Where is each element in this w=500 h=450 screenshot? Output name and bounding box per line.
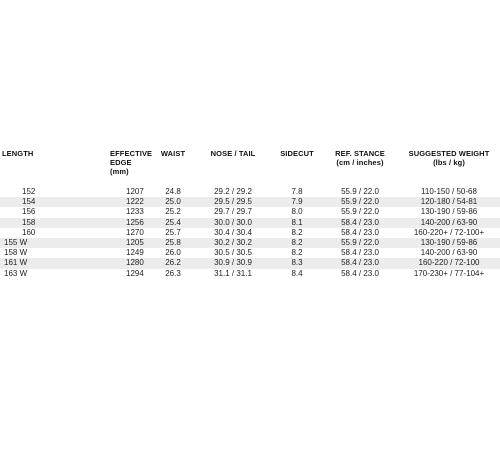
cell-suggested-weight: 130-190 / 59-86 xyxy=(420,207,478,217)
cell-waist: 26.0 xyxy=(165,248,181,258)
table-row xyxy=(0,269,500,279)
cell-sidecut: 8.4 xyxy=(291,268,303,278)
cell-nose-tail: 30.0 / 30.0 xyxy=(194,218,272,228)
cell-sidecut: 7.9 xyxy=(272,197,322,207)
cell-length: 158 xyxy=(0,218,40,228)
cell-ref-stance: 55.9 / 22.0 xyxy=(341,187,379,196)
cell-effective-edge: 1270 xyxy=(126,227,144,237)
cell-suggested-weight: 160-220+ / 72-100+ xyxy=(413,227,485,237)
cell-waist: 25.4 xyxy=(152,218,194,228)
cell-ref-stance: 58.4 / 23.0 xyxy=(341,227,379,237)
cell-waist: 24.8 xyxy=(165,187,181,196)
header-row xyxy=(0,149,500,187)
cell-sidecut: 7.8 xyxy=(291,187,303,196)
cell-length: 155 W xyxy=(0,238,40,248)
cell-length: 158 W xyxy=(4,248,28,258)
cell-length: 154 xyxy=(0,197,40,207)
cell-nose-tail: 29.5 / 29.5 xyxy=(194,197,272,207)
cell-ref-stance: 58.4 / 23.0 xyxy=(322,218,398,228)
header-effective-edge: EFFECTIVE EDGE (mm) xyxy=(110,149,153,176)
cell-waist: 25.8 xyxy=(152,238,194,248)
cell-effective-edge: 1294 xyxy=(126,268,144,278)
cell-length: 152 xyxy=(22,187,36,196)
cell-effective-edge: 1205 xyxy=(40,238,152,248)
cell-suggested-weight: 110-150 / 50-68 xyxy=(421,187,477,196)
header-ref-stance: REF. STANCE (cm / inches) xyxy=(335,149,385,167)
table-row xyxy=(0,258,500,268)
cell-length: 156 xyxy=(22,207,36,217)
cell-sidecut: 8.1 xyxy=(272,218,322,228)
cell-ref-stance: 55.9 / 22.0 xyxy=(322,197,398,207)
header-length: LENGTH xyxy=(2,149,34,158)
table-row xyxy=(0,207,500,217)
cell-waist: 26.2 xyxy=(152,258,194,268)
cell-effective-edge: 1207 xyxy=(126,187,144,196)
header-waist: WAIST xyxy=(160,149,186,158)
cell-waist: 25.7 xyxy=(165,227,181,237)
cell-effective-edge: 1233 xyxy=(126,207,144,217)
cell-suggested-weight: 140-200 / 63-90 xyxy=(420,248,478,258)
cell-sidecut: 8.3 xyxy=(272,258,322,268)
table-row xyxy=(0,187,500,197)
cell-ref-stance: 58.4 / 23.0 xyxy=(341,268,379,278)
cell-effective-edge: 1249 xyxy=(126,248,144,258)
cell-ref-stance: 58.4 / 23.0 xyxy=(322,258,398,268)
table-row xyxy=(0,197,500,207)
header-suggested-weight: SUGGESTED WEIGHT (lbs / kg) xyxy=(408,149,490,167)
cell-nose-tail: 30.4 / 30.4 xyxy=(214,227,252,237)
cell-effective-edge: 1222 xyxy=(40,197,152,207)
table-row xyxy=(0,248,500,258)
cell-nose-tail: 31.1 / 31.1 xyxy=(214,268,252,278)
header-nose-tail: NOSE / TAIL xyxy=(210,149,256,158)
size-spec-table xyxy=(0,149,500,279)
cell-suggested-weight: 130-190 / 59-86 xyxy=(398,238,500,248)
table-row xyxy=(0,218,500,228)
cell-length: 163 W xyxy=(4,268,28,278)
table-row xyxy=(0,228,500,238)
cell-suggested-weight: 160-220 / 72-100 xyxy=(398,258,500,268)
cell-waist: 25.0 xyxy=(152,197,194,207)
cell-ref-stance: 58.4 / 23.0 xyxy=(341,248,379,258)
cell-nose-tail: 29.2 / 29.2 xyxy=(214,187,252,196)
cell-length: 160 xyxy=(22,227,36,237)
cell-sidecut: 8.2 xyxy=(272,238,322,248)
cell-nose-tail: 30.9 / 30.9 xyxy=(194,258,272,268)
cell-suggested-weight: 170-230+ / 77-104+ xyxy=(413,268,485,278)
cell-waist: 26.3 xyxy=(165,268,181,278)
header-sidecut: SIDECUT xyxy=(280,149,314,158)
cell-waist: 25.2 xyxy=(165,207,181,217)
cell-nose-tail: 30.5 / 30.5 xyxy=(214,248,252,258)
table-body xyxy=(0,187,500,279)
cell-ref-stance: 55.9 / 22.0 xyxy=(341,207,379,217)
cell-ref-stance: 55.9 / 22.0 xyxy=(322,238,398,248)
cell-sidecut: 8.2 xyxy=(291,248,303,258)
cell-length: 161 W xyxy=(0,258,40,268)
table-row xyxy=(0,238,500,248)
cell-nose-tail: 29.7 / 29.7 xyxy=(214,207,252,217)
cell-sidecut: 8.2 xyxy=(291,227,303,237)
cell-effective-edge: 1256 xyxy=(40,218,152,228)
cell-nose-tail: 30.2 / 30.2 xyxy=(194,238,272,248)
cell-suggested-weight: 140-200 / 63-90 xyxy=(398,218,500,228)
cell-sidecut: 8.0 xyxy=(291,207,303,217)
table-header xyxy=(0,149,500,187)
cell-effective-edge: 1280 xyxy=(40,258,152,268)
cell-suggested-weight: 120-180 / 54-81 xyxy=(398,197,500,207)
